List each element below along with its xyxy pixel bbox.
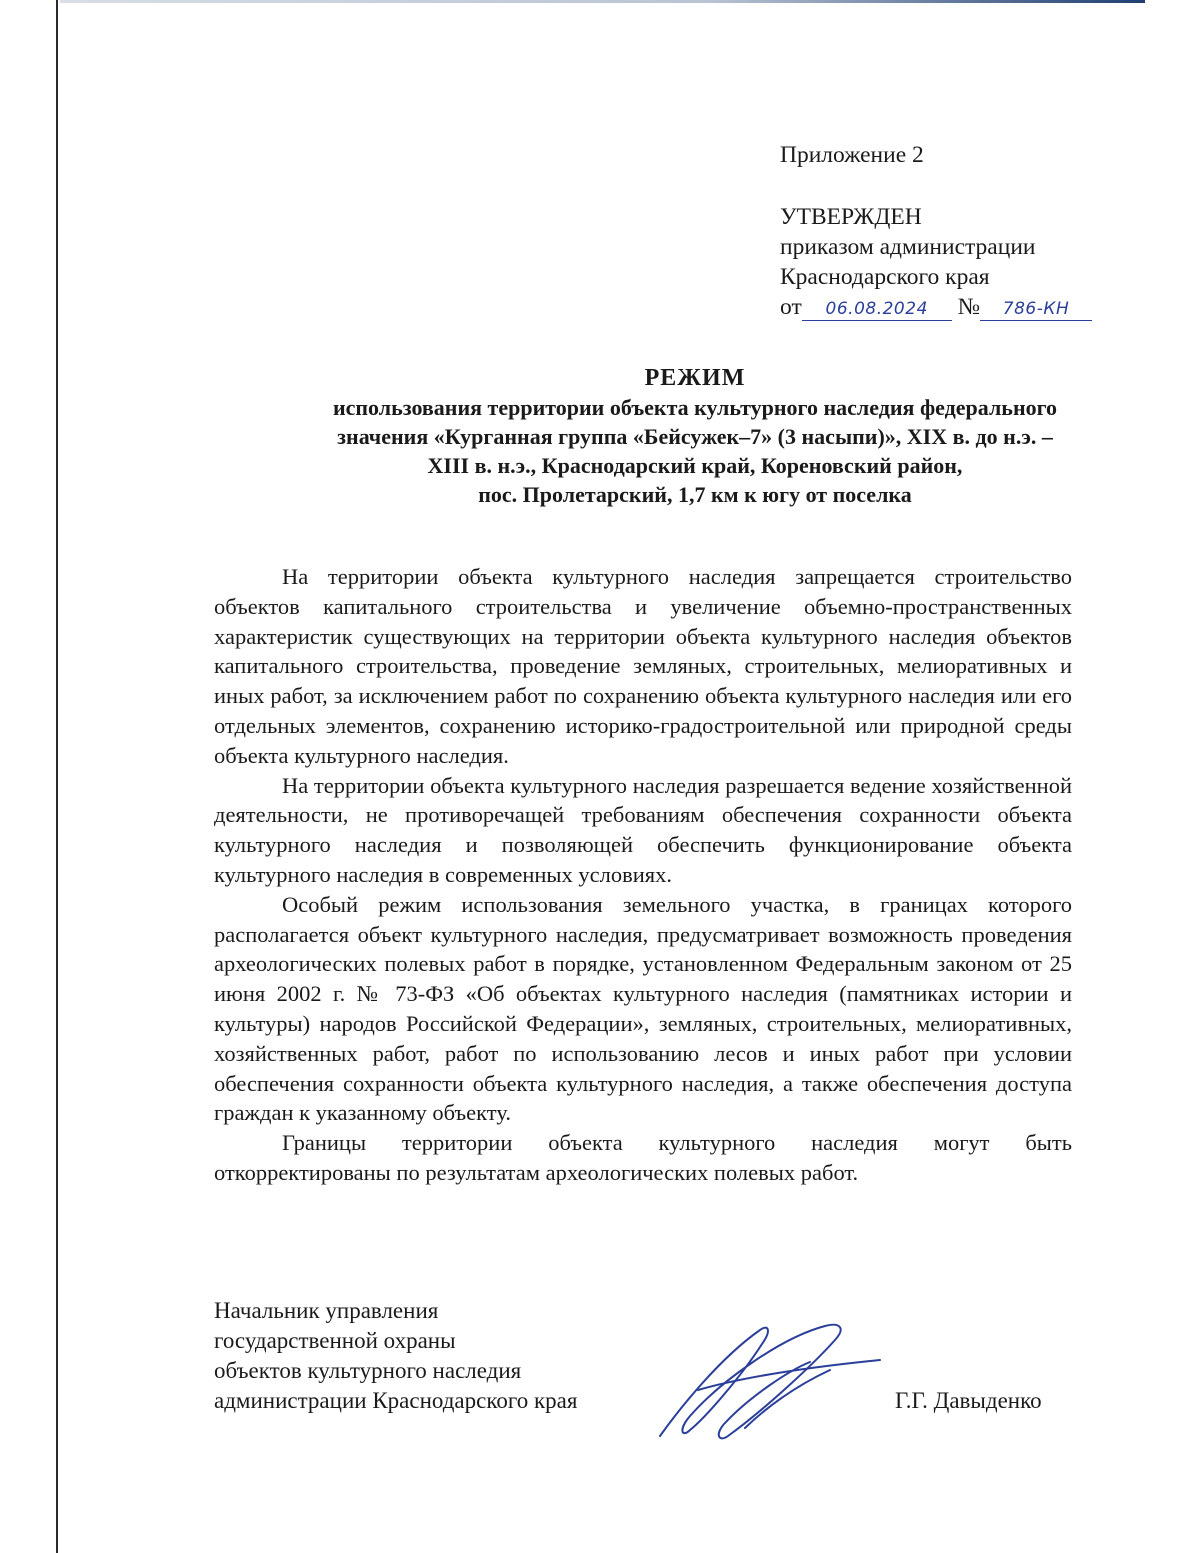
title-heading: РЕЖИМ <box>644 365 746 391</box>
approval-date-line <box>780 292 1140 322</box>
approved-line-1: приказом администрации <box>780 234 1036 260</box>
page-left-edge <box>56 0 58 1553</box>
appendix-label: Приложение 2 <box>780 142 924 168</box>
approval-block <box>780 202 1140 322</box>
date-prefix: от <box>780 294 802 320</box>
position-line: государственной охраны <box>214 1328 456 1353</box>
title-line: XIII в. н.э., Краснодарский край, Кореновский район, <box>427 453 963 478</box>
title-line: пос. Пролетарский, 1,7 км к югу от поселка <box>478 482 912 507</box>
body-paragraph: Границы территории объекта культурного наследия могут быть откорректированы по результатам археологических полевых работ. <box>214 1130 1072 1185</box>
document-body <box>214 562 1072 1188</box>
approved-title: УТВЕРЖДЕН <box>780 204 922 230</box>
signatory-name: Г.Г. Давыденко <box>895 1388 1042 1413</box>
body-paragraph: На территории объекта культурного наследия запрещается строительство объектов капитального строительства и увеличение объемно-пространственных характеристик существующих на территории объекта культурного наследия объектов капитального строительства, проведение земляных, строительных, мелиоративных и иных работ, за исключением работ по сохранению объекта культурного наследия или его отдельных элементов, сохранению историко-градостроительной или природной среды объекта культурного наследия. <box>214 564 1072 768</box>
title-line: значения «Курганная группа «Бейсужек–7» (3 насыпи)», XIX в. до н.э. – <box>337 424 1053 449</box>
body-paragraph: Особый режим использования земельного участка, в границах которого располагается объект культурного наследия, предусматривает возможность проведения археологических полевых работ в порядке, установленном Федеральным законом от 25 июня 2002 г. № 73-ФЗ «Об объектах культурного наследия (памятниках истории и культуры) народов Российской Федерации», земляных, строительных, мелиоративных, хозяйственных работ, работ по использованию лесов и иных работ при условии обеспечения сохранности объекта культурного наследия, а также обеспечения доступа граждан к указанному объекту. <box>214 891 1072 1126</box>
position-line: Начальник управления <box>214 1298 439 1323</box>
body-paragraph: На территории объекта культурного наследия разрешается ведение хозяйственной деятельности, не противоречащей требованиям обеспечения сохранности объекта культурного наследия и позволяющей обеспечить функционирование объекта культурного наследия в современных условиях. <box>214 772 1072 887</box>
handwritten-date: 06.08.2024 <box>825 299 928 319</box>
page-top-edge <box>60 0 1145 3</box>
handwritten-number: 786-КН <box>1002 299 1070 319</box>
approved-line-2: Краснодарского края <box>780 264 990 290</box>
handwritten-signature <box>650 1318 890 1448</box>
title-line: использования территории объекта культурного наследия федерального <box>332 395 1058 420</box>
position-line: объектов культурного наследия <box>214 1358 522 1383</box>
document-title <box>160 364 1200 509</box>
signatory-position <box>214 1296 577 1416</box>
number-prefix: № <box>957 294 981 320</box>
position-line: администрации Краснодарского края <box>214 1388 578 1413</box>
